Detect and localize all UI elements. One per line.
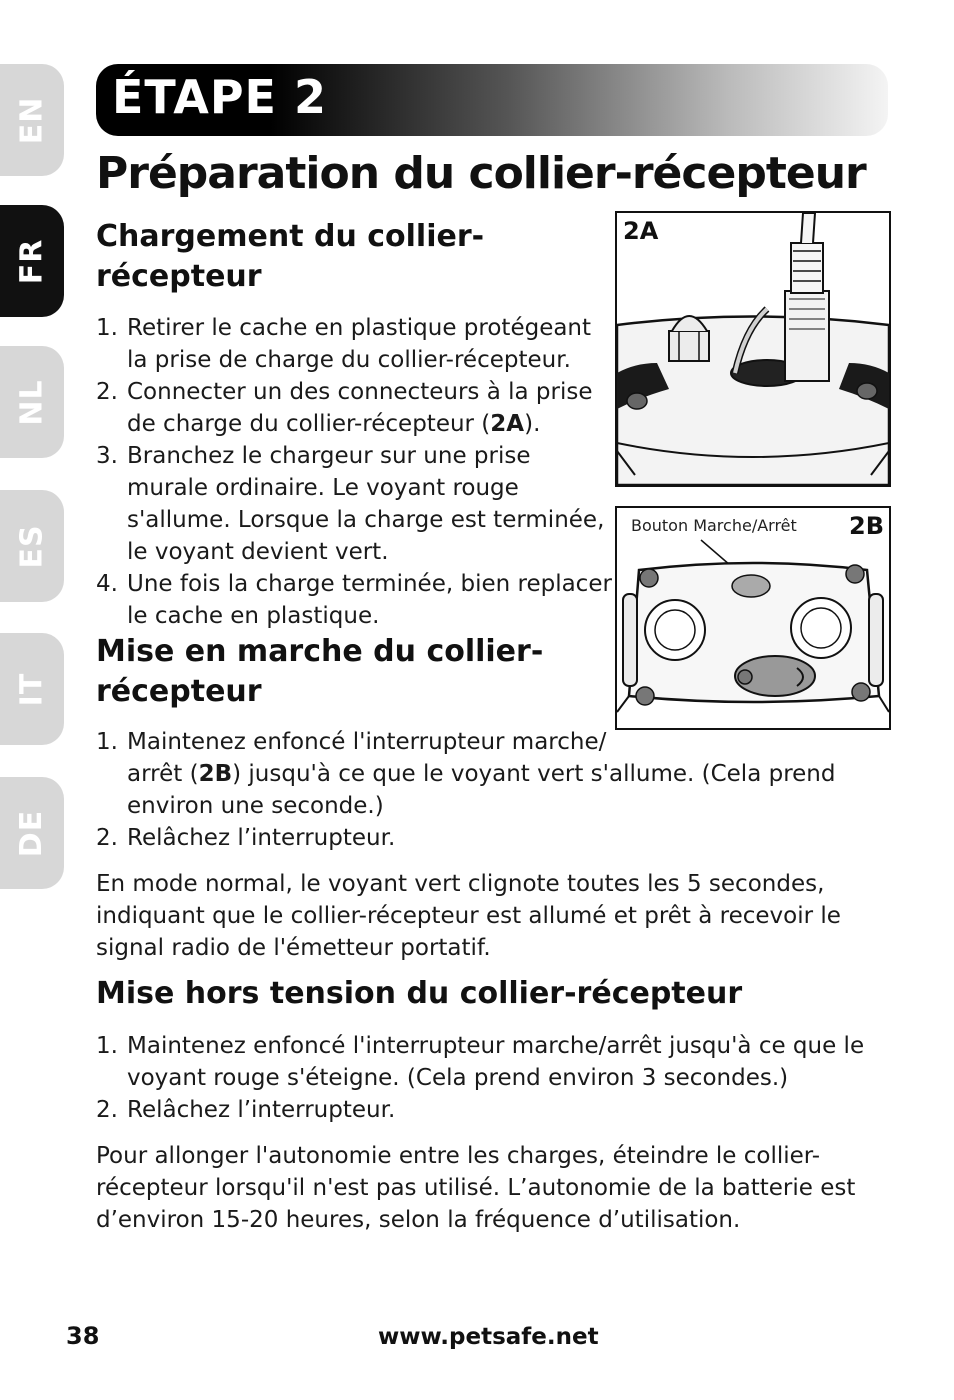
charging-steps-list [96,312,612,632]
power-off-steps-list [96,1030,864,1126]
paragraph-line: indiquant que le collier-récepteur est allumé et prêt à recevoir le [96,903,841,929]
list-line: Connecter un des connecteurs à la prise [127,379,593,405]
charging-connector-illustration [617,213,889,485]
list-item [96,822,835,854]
figure-2b [615,506,891,730]
list-item [96,568,612,632]
power-button-illustration [617,508,889,728]
power-on-steps-list [96,726,835,854]
page-number: 38 [66,1322,100,1350]
lang-tab-de[interactable] [0,777,64,889]
lang-tab-label: NL [14,378,50,426]
list-number: 2. [96,1097,118,1123]
list-line: environ une seconde.) [127,793,384,819]
list-line-part: ). [524,411,541,437]
list-number: 1. [96,1033,118,1059]
lang-tab-it[interactable] [0,633,64,745]
power-button-caption: Bouton Marche/Arrêt [631,516,797,535]
list-line: la prise de charge du collier-récepteur. [127,347,571,373]
lang-tab-label: ES [14,523,50,569]
list-line: Branchez le chargeur sur une prise [127,443,531,469]
heading-line: Mise en marche du collier- [96,634,544,669]
page-title: Préparation du collier-récepteur [96,148,866,199]
lang-tab-label: DE [14,809,50,857]
step-banner [96,64,888,136]
list-line: Retirer le cache en plastique protégeant [127,315,592,341]
normal-mode-paragraph [96,868,841,964]
section-heading-power-off: Mise hors tension du collier-récepteur [96,976,743,1011]
section-heading-charging [96,217,484,297]
paragraph-line: d’environ 15-20 heures, selon la fréquence d’utilisation. [96,1207,741,1233]
list-line: Relâchez l’interrupteur. [127,1097,396,1123]
lang-tab-label: IT [14,672,50,706]
list-line-part: arrêt ( [127,761,199,787]
figure-2a-label: 2A [623,217,659,245]
lang-tab-fr[interactable] [0,205,64,317]
lang-tab-nl[interactable] [0,346,64,458]
list-number: 3. [96,443,118,469]
list-line: s'allume. Lorsque la charge est terminée, [127,507,605,533]
list-line: Maintenez enfoncé l'interrupteur marche/arrêt jusqu'à ce que le [127,1033,865,1059]
list-line: Maintenez enfoncé l'interrupteur marche/ [127,729,607,755]
figure-2b-label: 2B [849,512,884,540]
figure-ref-2a: 2A [490,411,525,437]
lang-tab-label: EN [14,96,50,144]
heading-line: récepteur [96,674,262,709]
list-item [96,376,612,440]
list-line: le voyant devient vert. [127,539,389,565]
step-banner-text: ÉTAPE 2 [112,70,327,124]
paragraph-line: Pour allonger l'autonomie entre les charges, éteindre le collier- [96,1143,821,1169]
heading-line: Chargement du collier- [96,219,485,254]
paragraph-line: récepteur lorsqu'il n'est pas utilisé. L’autonomie de la batterie est [96,1175,856,1201]
battery-life-paragraph [96,1140,855,1236]
heading-line: récepteur [96,259,262,294]
list-item [96,726,835,822]
list-line: murale ordinaire. Le voyant rouge [127,475,519,501]
paragraph-line: En mode normal, le voyant vert clignote toutes les 5 secondes, [96,871,825,897]
list-number: 2. [96,825,118,851]
list-item [96,312,612,376]
list-line: voyant rouge s'éteigne. (Cela prend environ 3 secondes.) [127,1065,789,1091]
list-line-part: ) jusqu'à ce que le voyant vert s'allume. (Cela prend [232,761,836,787]
list-line: Une fois la charge terminée, bien replacer [127,571,612,597]
list-line-part: de charge du collier-récepteur ( [127,411,491,437]
website-url[interactable]: www.petsafe.net [378,1324,599,1350]
section-heading-power-on [96,632,543,712]
list-item [96,1094,864,1126]
list-number: 4. [96,571,118,597]
figure-2a [615,211,891,487]
list-line: le cache en plastique. [127,603,380,629]
list-number: 1. [96,729,118,755]
list-number: 1. [96,315,118,341]
list-line: Relâchez l’interrupteur. [127,825,396,851]
list-number: 2. [96,379,118,405]
lang-tab-en[interactable] [0,64,64,176]
figure-ref-2b: 2B [198,761,233,787]
paragraph-line: signal radio de l'émetteur portatif. [96,935,491,961]
list-item [96,1030,864,1094]
lang-tab-label: FR [14,238,50,284]
lang-tab-es[interactable] [0,490,64,602]
list-item [96,440,612,568]
